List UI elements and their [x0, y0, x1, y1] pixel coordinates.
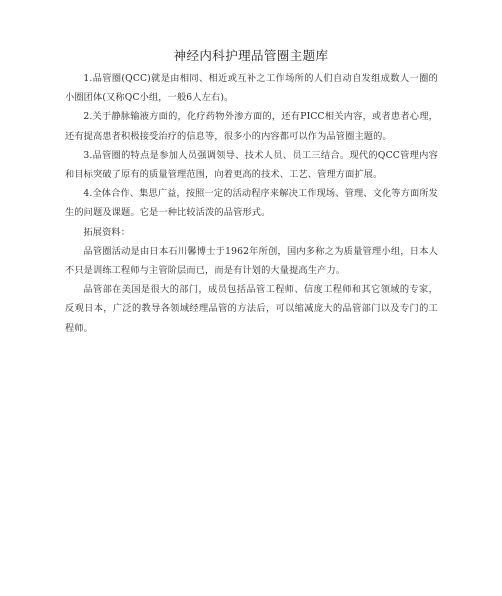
paragraph-1: 1.品管圈(QCC)就是由相同、相近或互补之工作场所的人们自动自发组成数人一圈的小圈团体(又称QC小组，一般6人左右)。	[65, 73, 438, 104]
paragraph-7: 品管部在美国是很大的部门，成员包括品管工程师、信度工程师和其它领域的专家，反观日本，广泛的教导各领域经理品管的方法后，可以缩减庞大的品管部门以及专门的工程师。	[65, 284, 438, 334]
document-title: 神经内科护理品管圈主题库	[173, 48, 329, 63]
document-body	[65, 69, 438, 338]
paragraph-3: 3.品管圈的特点是参加人员强调领导、技术人员、员工三结合。现代的QCC管理内容和目标突破了原有的质量管理范围，向着更高的技术、工艺、管理方面扩展。	[65, 149, 438, 181]
extended-reading-heading: 拓展资料：	[83, 226, 131, 238]
paragraph-4: 4.全体合作、集思广益，按照一定的活动程序来解决工作现场、管理、文化等方面所发生的问题及课题。它是一种比较活泼的品管形式。	[65, 188, 438, 219]
paragraph-2: 2.关于静脉输液方面的，化疗药物外渗方面的，还有PICC相关内容，或者患者心理，还有提高患者积极接受治疗的信息等，很多小的内容都可以作为品管圈主题的。	[65, 111, 438, 142]
paragraph-6: 品管圈活动是由日本石川馨博士于1962年所创，国内多称之为质量管理小组，日本人不只是训练工程师与主管阶层而已，而是有计划的大量提高生产力。	[65, 245, 438, 277]
